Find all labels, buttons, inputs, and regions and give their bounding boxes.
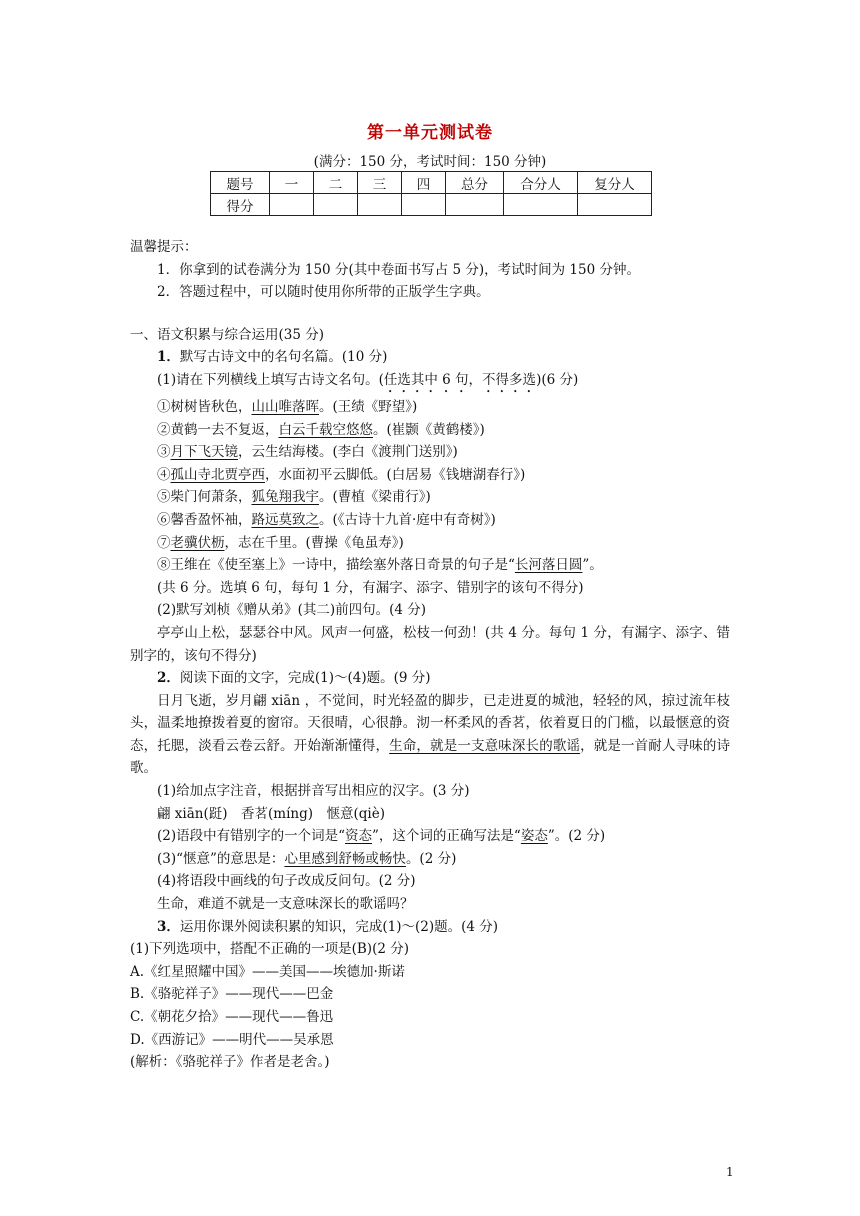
poem-line: ⑥馨香盈怀袖，路远莫致之。(《古诗十九首·庭中有奇树》): [157, 511, 496, 528]
score-table: [210, 171, 652, 216]
score-cell[interactable]: [578, 194, 652, 216]
question-1-sub2: (2)默写刘桢《赠从弟》(其二)前四句。(4 分): [157, 602, 427, 619]
poem-line: ⑧王维在《使至塞上》一诗中，描绘塞外落日奇景的句子是“长河落日圆”。: [157, 557, 603, 574]
question-2-sub1-answer: 翩 xiān(跹) 香茗(míng) 惬意(qiè): [157, 805, 385, 822]
table-cell: 合分人: [504, 172, 578, 194]
question-1-title: 1．默写古诗文中的名句名篇。(10 分): [157, 349, 388, 366]
page-title: 第一单元测试卷: [367, 123, 493, 143]
page-number: 1: [726, 1165, 734, 1179]
score-cell[interactable]: [402, 194, 446, 216]
question-3-title: 3．运用你课外阅读积累的知识，完成(1)～(2)题。(4 分): [157, 918, 499, 935]
table-cell: 一: [270, 172, 314, 194]
poem-line: ①树树皆秋色，山山唯落晖。(王绩《野望》): [157, 398, 418, 415]
option-d: D.《西游记》——明代——吴承恩: [130, 1031, 334, 1048]
tips-heading: 温馨提示：: [130, 239, 198, 255]
scoring-note: (共 6 分。选填 6 句，每句 1 分，有漏字、添字、错别字的该句不得分): [157, 579, 584, 596]
table-cell: 复分人: [578, 172, 652, 194]
table-cell: 二: [314, 172, 358, 194]
analysis-note: (解析：《骆驼祥子》作者是老舍。): [130, 1054, 330, 1071]
section-heading: 一、语文积累与综合运用(35 分): [130, 326, 325, 343]
tip-item: 2．答题过程中，可以随时使用你所带的正版学生字典。: [157, 284, 490, 301]
question-1-sub1: (1)请在下列横线上填写古诗文名句。(任选其中 6 句，不得多选)(6 分): [157, 371, 579, 388]
option-c: C.《朝花夕拾》——现代——鲁迅: [130, 1009, 334, 1025]
table-cell: 题号: [211, 172, 270, 194]
exam-subtitle: (满分：150 分，考试时间：150 分钟): [313, 154, 547, 170]
option-a: A.《红星照耀中国》——美国——埃德加·斯诺: [130, 963, 405, 980]
score-cell[interactable]: [270, 194, 314, 216]
question-2-sub4: (4)将语段中画线的句子改成反问句。(2 分): [157, 873, 416, 890]
score-table-header-row: [211, 172, 652, 194]
table-cell: 四: [402, 172, 446, 194]
score-cell[interactable]: [314, 194, 358, 216]
table-cell: 得分: [211, 194, 270, 216]
score-cell[interactable]: [504, 194, 578, 216]
poem-line: ⑤柴门何萧条，狐兔翔我宇。(曹植《梁甫行》): [157, 489, 431, 506]
question-2-sub1: (1)给加点字注音，根据拼音写出相应的汉字。(3 分): [157, 783, 470, 800]
question-2-sub3: (3)“惬意”的意思是：心里感到舒畅或畅快。(2 分): [157, 850, 457, 867]
question-2-passage: 日月飞逝，岁月翩 xiān ，不觉间，时光轻盈的脚步，已走进夏的城池，轻轻的风，掠过流年枝头，温柔地撩拨着夏的窗帘。天很晴，心很静。沏一杯柔风的香茗，依着夏日的门槛，以最惬意的资态，托腮，淡看云卷云舒。开始渐渐懂得，生命，就是一支意味深长的歌谣，就是一首耐人寻味的诗歌。: [130, 692, 731, 777]
question-2-title: 2．阅读下面的文字，完成(1)～(4)题。(9 分): [157, 670, 431, 687]
tip-item: 1．你拿到的试卷满分为 150 分(其中卷面书写占 5 分)，考试时间为 150 分钟。: [157, 261, 640, 278]
poem-line: ⑦老骥伏枥，志在千里。(曹操《龟虽寿》): [157, 534, 404, 551]
poem-line: ③月下飞天镜，云生结海楼。(李白《渡荆门送别》): [157, 444, 458, 461]
score-cell[interactable]: [358, 194, 402, 216]
question-2-sub2: (2)语段中有错别字的一个词是“资态”，这个词的正确写法是“姿态”。(2 分): [157, 828, 606, 845]
question-3-sub1: (1)下列选项中，搭配不正确的一项是(B)(2 分): [130, 941, 409, 958]
option-b: B.《骆驼祥子》——现代——巴金: [130, 986, 334, 1003]
score-table-score-row: [211, 194, 652, 216]
poem-line: ②黄鹤一去不复返，白云千载空悠悠。(崔颢《黄鹤楼》): [157, 421, 485, 438]
table-cell: 三: [358, 172, 402, 194]
score-cell[interactable]: [446, 194, 504, 216]
table-cell: 总分: [446, 172, 504, 194]
question-1-sub2-answer: 亭亭山上松，瑟瑟谷中风。风声一何盛，松枝一何劲！(共 4 分。每句 1 分，有漏字、添字、错别字的，该句不得分): [130, 624, 730, 664]
exam-body: [130, 236, 730, 1074]
poem-line: ④孤山寺北贾亭西，水面初平云脚低。(白居易《钱塘湖春行》): [157, 466, 526, 483]
question-2-sub4-answer: 生命，难道不就是一支意味深长的歌谣吗？: [157, 896, 414, 913]
